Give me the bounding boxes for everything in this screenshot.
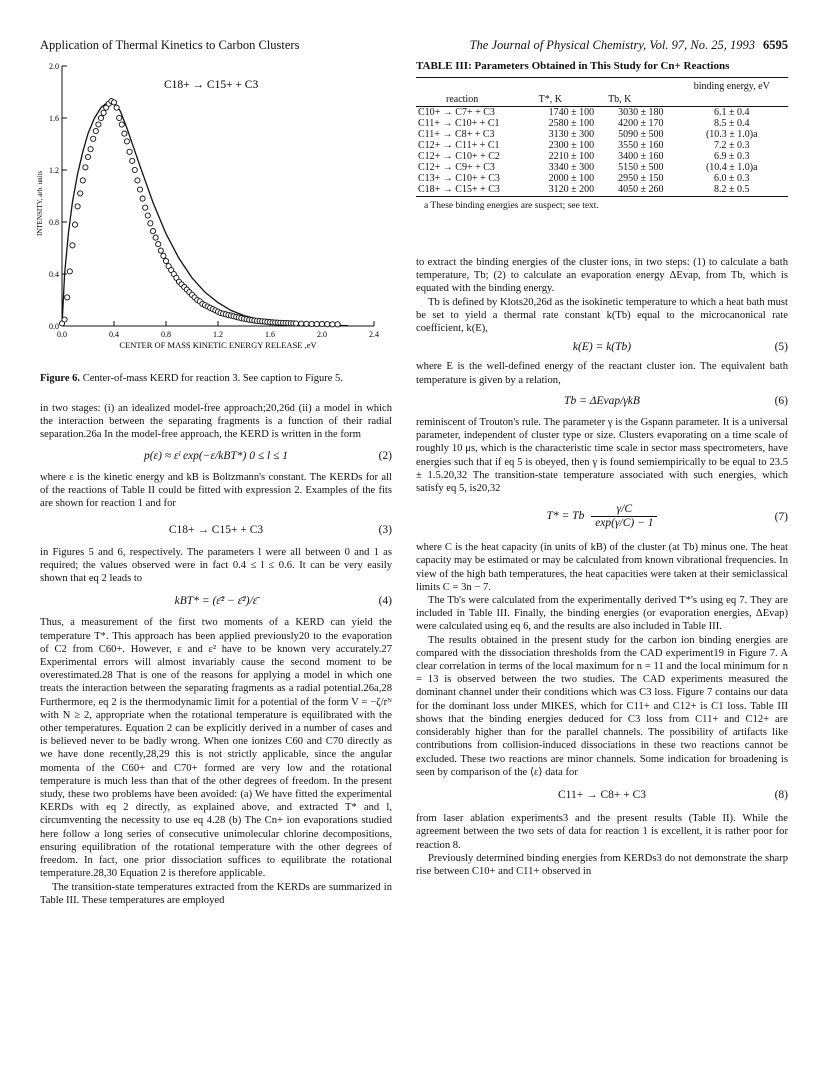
eq2-body: p(ε) ≈ εˡ exp(−ε/kBT*) 0 ≤ l ≤ 1 — [143, 449, 289, 462]
header-title: Application of Thermal Kinetics to Carbon Clusters — [40, 38, 300, 52]
cell-reaction: C11+ → C10+ + C1 — [418, 118, 500, 130]
cell-tb: 5090 ± 500 — [618, 129, 664, 141]
right-paragraph-3: where E is the well-defined energy of the reactant cluster ion. The equivalent bath temperature is given by a relation, — [416, 361, 788, 386]
y-tick-label: 1.6 — [49, 114, 59, 123]
cell-be: 6.9 ± 0.3 — [714, 151, 750, 163]
data-point — [101, 110, 106, 115]
data-point — [75, 204, 80, 209]
table-row — [416, 162, 788, 173]
right-paragraph-6: The Tb's were calculated from the experimentally derived T*'s using eq 7. They are included in Table III. Finally, the binding energies (or evaporation energies, ΔEvap) were calculated using eq 6, and the results are also included in Table III. — [416, 595, 788, 633]
chart-ticks — [49, 62, 379, 339]
right-paragraph-1: to extract the binding energies of the cluster ions, in two steps: (1) to calculate a bath temperature, Tb; (2) to calculate an evaporation energy ΔEvap, from Tb, which is equated with the binding energy. — [416, 257, 788, 295]
right-paragraph-5: where C is the heat capacity (in units of kB) of the cluster (at Tb) minus one. The heat capacity may be estimated or may be calculated from known vibrational frequencies. In view of the high bath temperatures, the heat capacities were taken at their semiclassical limits C = 3n − 7. — [416, 542, 788, 593]
data-point — [137, 187, 142, 192]
data-point — [127, 149, 132, 154]
eq6-number: (6) — [774, 394, 788, 407]
eq8-number: (8) — [774, 788, 788, 801]
data-point — [335, 322, 340, 327]
data-point — [158, 248, 163, 253]
equation-5 — [416, 341, 788, 354]
right-column — [416, 256, 788, 878]
data-point — [150, 229, 155, 234]
cell-reaction: C12+ → C10+ + C2 — [418, 151, 500, 163]
table-row — [416, 118, 788, 129]
right-paragraph-9: Previously determined binding energies from KERDs3 do not demonstrate the sharp rise between C10+ and C11+ observed in — [416, 852, 788, 877]
data-point — [293, 321, 298, 326]
running-header — [40, 38, 788, 54]
figure-6-chart — [36, 56, 396, 364]
col-header-reaction: reaction — [416, 93, 537, 107]
table-footnote: a These binding energies are suspect; see text. — [424, 201, 599, 212]
data-point — [119, 122, 124, 127]
cell-tstar: 1740 ± 100 — [548, 107, 595, 119]
data-point — [299, 321, 304, 326]
figure-caption — [40, 372, 392, 385]
x-tick-label: 1.2 — [213, 330, 223, 339]
cell-reaction: C12+ → C9+ + C3 — [418, 162, 495, 174]
cell-tb: 2950 ± 150 — [618, 173, 664, 185]
cell-be: 6.1 ± 0.4 — [714, 107, 750, 119]
data-point — [325, 322, 330, 327]
data-point — [161, 253, 166, 258]
left-paragraph-5: The transition-state temperatures extracted from the KERDs are summarized in Table III. These temperatures are employed — [40, 881, 392, 906]
right-paragraph-4: reminiscent of Trouton's rule. The parameter γ is the Gspann parameter. It is a universal parameter, independent of cluster type or size. Clusters evaporating on a time scale of roughly 10 μs, which is the characteristic time scale in sector mass spectrometers, have energies such that if eq 5 is obeyed, then γ is found semiempirically to be equal to 23.5 ± 1.5.20,32 The transition-state temperature associated with such energies, which satisfy eq 5, is20,32 — [416, 417, 788, 495]
equation-3 — [40, 524, 392, 537]
data-point — [132, 167, 137, 172]
cell-tstar: 2210 ± 100 — [548, 151, 595, 163]
col-header-tb: Tb, K — [606, 93, 675, 107]
data-point — [319, 321, 324, 326]
cell-reaction: C12+ → C11+ + C1 — [418, 140, 500, 152]
table-row — [416, 151, 788, 162]
cell-tb: 3030 ± 180 — [618, 107, 664, 119]
cell-reaction: C11+ → C8+ + C3 — [418, 129, 495, 141]
table-row — [416, 173, 788, 184]
table-row — [416, 107, 788, 119]
left-paragraph-1: in two stages: (i) an idealized model-free approach;20,26d (ii) a model in which the interaction between the separating fragments is a function of their radial separation.26a In the model-free approach, the KERD is written in the form — [40, 403, 392, 441]
data-point — [88, 147, 93, 152]
x-axis-label: CENTER OF MASS KINETIC ENERGY RELEASE ,eV — [119, 340, 317, 350]
table-row — [416, 140, 788, 151]
data-point — [114, 105, 119, 110]
eq2-number: (2) — [378, 449, 392, 462]
eq3-number: (3) — [378, 524, 392, 537]
equation-2 — [40, 450, 392, 463]
cell-be: 8.2 ± 0.5 — [676, 184, 788, 197]
data-point — [153, 235, 158, 240]
eq7-numerator: γ/C — [616, 503, 633, 516]
reaction-label: C18+ → C15+ + C3 — [164, 79, 259, 91]
eq5-number: (5) — [774, 341, 788, 354]
page-number: 6595 — [763, 38, 788, 52]
eq3-body: C18+ → C15+ + C3 — [168, 524, 264, 537]
table-iii — [416, 60, 788, 214]
x-tick-label: 1.6 — [265, 330, 275, 339]
data-point — [314, 321, 319, 326]
data-point — [330, 322, 335, 327]
cell-tb: 3550 ± 160 — [618, 140, 664, 152]
data-point — [117, 115, 122, 120]
data-point — [62, 317, 67, 322]
right-paragraph-2: Tb is defined by Klots20,26d as the isokinetic temperature to which a heat bath must be set to yield a thermal rate constant k(Tb) equal to the microcanonical rate coefficient, k(E), — [416, 296, 788, 335]
equation-4 — [40, 595, 392, 608]
data-point — [135, 178, 140, 183]
data-point — [143, 205, 148, 210]
data-point — [122, 131, 127, 136]
eq4-number: (4) — [378, 595, 392, 608]
cell-be: 7.2 ± 0.3 — [714, 140, 750, 152]
table-row — [416, 184, 788, 197]
right-paragraph-8: from laser ablation experiments3 and the present results (Table II). While the agreement between the two sets of data for reaction 1 is excellent, it is rather poor for reaction 8. — [416, 813, 788, 851]
equation-8 — [416, 789, 788, 802]
left-column — [40, 402, 392, 907]
cell-reaction: C18+ → C15+ + C3 — [416, 184, 537, 197]
y-tick-label: 0.0 — [49, 322, 59, 331]
x-tick-label: 0.8 — [161, 330, 171, 339]
data-point — [80, 178, 85, 183]
y-tick-label: 0.8 — [49, 218, 59, 227]
caption-text: Center-of-mass KERD for reaction 3. See caption to Figure 5. — [82, 373, 343, 384]
fit-curve — [62, 101, 348, 326]
data-point — [78, 191, 83, 196]
col-header-binding-energy: binding energy, eV — [676, 78, 788, 94]
equation-7 — [416, 503, 788, 533]
data-point — [111, 100, 116, 105]
data-point — [130, 158, 135, 163]
left-paragraph-2: where ε is the kinetic energy and kB is Boltzmann's constant. The KERDs for all of the reactions of Table II could be fitted with expression 2. Examples of the fits are shown for reaction 1 and for — [40, 471, 392, 510]
data-point — [83, 165, 88, 170]
cell-be: 6.0 ± 0.3 — [714, 173, 750, 185]
eq7-lhs: T* = Tb — [546, 510, 585, 523]
data-point — [91, 136, 96, 141]
y-axis-label: INTENSITY, arb. units — [36, 170, 44, 236]
eq7-number: (7) — [774, 511, 788, 524]
caption-label: Figure 6. — [40, 373, 81, 384]
eq7-denominator: exp(γ/C) − 1 — [595, 517, 654, 530]
x-tick-label: 2.4 — [369, 330, 379, 339]
cell-tstar: 2580 ± 100 — [548, 118, 595, 130]
y-tick-label: 1.2 — [49, 166, 59, 175]
data-point — [98, 115, 103, 120]
data-points — [59, 99, 340, 327]
cell-tstar: 3340 ± 300 — [548, 162, 595, 174]
eq8-body: C11+ → C8+ + C3 — [557, 788, 647, 801]
eq5-body: k(E) = k(Tb) — [572, 341, 632, 354]
journal-citation: The Journal of Physical Chemistry, Vol. 97, No. 25, 1993 — [469, 38, 755, 52]
x-tick-label: 2.0 — [317, 330, 327, 339]
equation-6 — [416, 395, 788, 408]
eq6-body: Tb = ΔEvap/γkB — [564, 394, 640, 407]
data-point — [304, 321, 309, 326]
cell-tstar: 3130 ± 300 — [548, 129, 595, 141]
cell-tstar: 2000 ± 100 — [548, 173, 595, 185]
header-journal — [470, 38, 788, 53]
data-point — [93, 128, 98, 133]
table-iii-grid — [416, 77, 788, 197]
right-paragraph-7: The results obtained in the present study for the carbon ion binding energies are compared with the dissociation thresholds from the CAD experiment19 in Figure 7. A clear correlation in terms of the local maximum for n = 11 and the local minimum for n = 13 is observed between the two studies. The CAD experiments measured the dominant channel under their conditions which was C3 loss. Figure 7 contains our data for the dominant loss under MIKES, which for C11+ and C12+ is C1 loss. Table III shows that the binding energies deduced for C3 loss from C11+ and C12+ are considerably higher than for the parallel channels. The possibility of artifacts like contributions from collision-induced dissociations in these two reactions cannot be excluded. These two reactions are minor channels. Some indication for broadening is seen by comparison of the ⟨ε⟩ data for — [416, 634, 788, 778]
data-point — [163, 258, 168, 263]
data-point — [70, 243, 75, 248]
cell-tb: 5150 ± 500 — [618, 162, 664, 174]
data-point — [309, 321, 314, 326]
cell-reaction: C13+ → C10+ + C3 — [418, 173, 500, 185]
cell-tstar: 3120 ± 200 — [537, 184, 606, 197]
data-point — [124, 139, 129, 144]
cell-tb: 4200 ± 170 — [618, 118, 664, 130]
table-title: TABLE III: Parameters Obtained in This Study for Cn+ Reactions — [416, 60, 730, 72]
x-tick-label: 0.4 — [109, 330, 119, 339]
left-paragraph-3: in Figures 5 and 6, respectively. The parameters l were all between 0 and 1 as required; the values observed were in fact 0.4 ≤ l ≤ 0.6. It can be very easily shown that eq 2 leads to — [40, 546, 392, 585]
x-tick-label: 0.0 — [57, 330, 67, 339]
cell-tb: 3400 ± 160 — [618, 151, 664, 163]
data-point — [67, 269, 72, 274]
eq4-body: kBT* = (ε̄² − ε̄²)/ε̄ — [174, 595, 258, 608]
cell-be: (10.4 ± 1.0)a — [705, 162, 758, 174]
cell-be: (10.3 ± 1.0)a — [705, 129, 758, 141]
y-tick-label: 0.4 — [49, 270, 59, 279]
cell-tb: 4050 ± 260 — [606, 184, 675, 197]
data-point — [85, 154, 90, 159]
data-point — [72, 222, 77, 227]
data-point — [96, 122, 101, 127]
cell-reaction: C10+ → C7+ + C3 — [418, 107, 495, 119]
data-point — [140, 196, 145, 201]
data-point — [156, 242, 161, 247]
left-paragraph-4: Thus, a measurement of the first two moments of a KERD can yield the temperature T*. This approach has been applied previously20 to the evaporation of C2 from C60+. However, ε and ε² have to be known very accurately.27 Experimental errors will almost invariably cause the second moment to be overestimated.28 That is one of the reasons for applying a model in which one treats the interaction between the separating fragments as a radial potential.26a,28 Furthermore, eq 2 is the thermodynamic limit for a potential of the form V = −ζ/rᴺ with N ≥ 2, appropriate when the rotational temperature is equilibrated with the other temperatures. Equation 2 can be explicitly derived in a number of cases and is believed never to be badly wrong. When one ionizes C60 and C70 directly as we have done recently,28,29 this is not strictly applicable, since the angular momenta of the C60+ and C70+ formed are very low and the rotational temperature is much less than that of the other degrees of freedom. In the present study, these two problems have been avoided: (a) We have fitted the experimental KERDs with eq 2 directly, as explained above, and extracted T* and l, circumventing the necessity to use eq 4.28 (b) The Cn+ ion evaporations studied here follow a long series of consecutive unimolecular chlorine decompositions, ensuring equilibration of the rotational temperature with the other degrees of freedom. In fact, one prior dissociation suffices to equilibrate the rotational temperature.28,30 Equation 2 is therefore applicable. — [40, 617, 392, 880]
data-point — [145, 213, 150, 218]
cell-tstar: 2300 ± 100 — [548, 140, 595, 152]
data-point — [148, 221, 153, 226]
cell-be: 8.5 ± 0.4 — [714, 118, 750, 130]
table-row — [416, 129, 788, 140]
col-header-tstar: T*, K — [537, 93, 606, 107]
data-point — [65, 295, 70, 300]
y-tick-label: 2.0 — [49, 62, 59, 71]
